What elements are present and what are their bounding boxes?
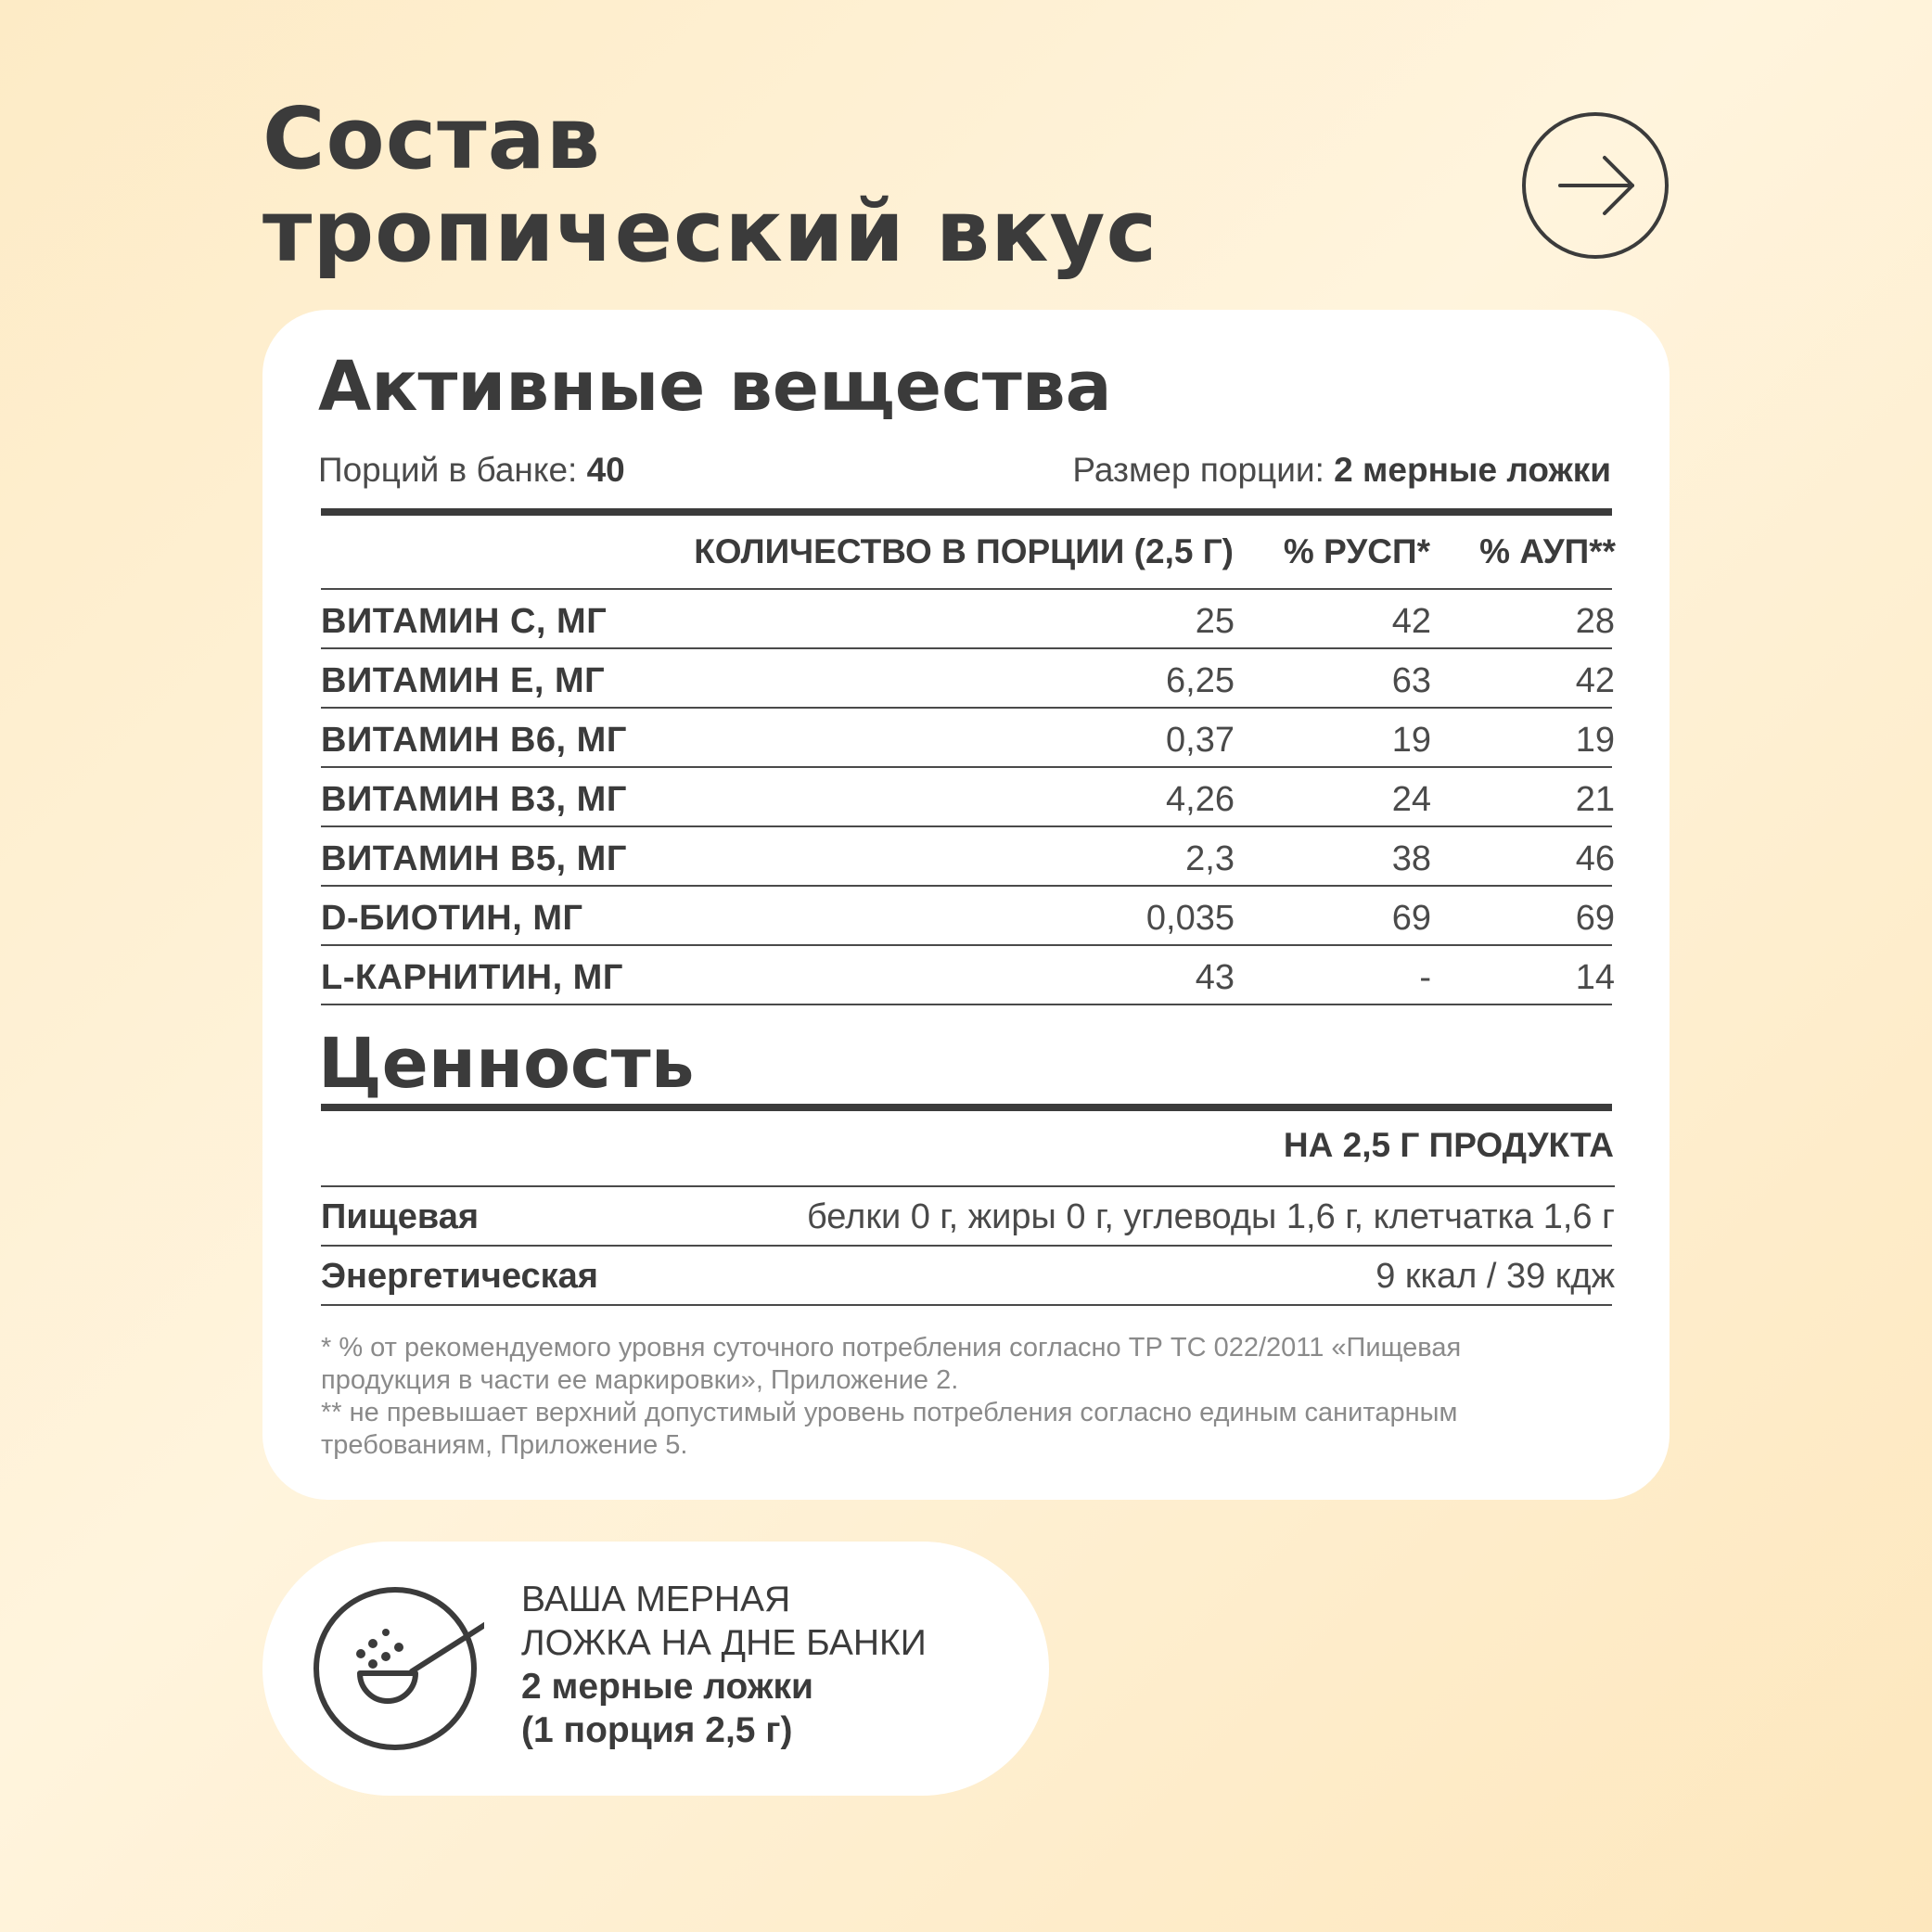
table-row xyxy=(321,709,1615,768)
divider-thick xyxy=(321,1104,1612,1111)
footnote-1-line-2: продукция в части ее маркировки», Приложение 2. xyxy=(321,1365,959,1395)
scoop-line-1: ВАША МЕРНАЯ xyxy=(521,1580,791,1619)
value-row-name: Пищевая xyxy=(321,1197,480,1236)
composition-card xyxy=(262,310,1670,1500)
row-amount: 0,37 xyxy=(1166,721,1235,760)
row-rusp: 24 xyxy=(1391,780,1431,819)
title-line-2: тропический вкус xyxy=(262,182,1158,281)
value-row-value: белки 0 г, жиры 0 г, углеводы 1,6 г, клетчатка 1,6 г xyxy=(806,1197,1615,1236)
row-divider xyxy=(321,1004,1612,1005)
table-row xyxy=(321,946,1615,1005)
row-rusp: - xyxy=(1419,958,1431,997)
row-amount: 0,035 xyxy=(1145,899,1235,938)
page-title xyxy=(262,89,1158,281)
scoop-line-4: (1 порция 2,5 г) xyxy=(521,1710,793,1750)
row-aup: 28 xyxy=(1575,602,1615,641)
serving-size-label: Размер порции: xyxy=(1072,451,1324,489)
table-row xyxy=(321,649,1615,709)
value-row-name: Энергетическая xyxy=(321,1257,598,1296)
row-aup: 69 xyxy=(1575,899,1615,938)
value-heading: Ценность xyxy=(318,1024,695,1104)
servings-value: 40 xyxy=(586,451,625,489)
row-rusp: 69 xyxy=(1391,899,1431,938)
row-aup: 42 xyxy=(1575,661,1615,700)
row-rusp: 38 xyxy=(1391,839,1431,878)
column-rusp: % РУСП* xyxy=(1283,532,1430,570)
servings-label: Порций в банке: xyxy=(318,451,578,489)
row-name: ВИТАМИН С, МГ xyxy=(321,602,608,641)
footnote-1-line-1: * % от рекомендуемого уровня суточного потребления согласно ТР ТС 022/2011 «Пищевая xyxy=(321,1333,1462,1363)
scoop-text xyxy=(521,1578,927,1752)
table-row xyxy=(321,887,1615,946)
value-column-header: НА 2,5 Г ПРОДУКТА xyxy=(1283,1126,1614,1164)
row-name: L-КАРНИТИН, МГ xyxy=(321,958,623,997)
footnote-2-line-1: ** не превышает верхний допустимый уровень потребления согласно единым санитарным xyxy=(321,1398,1458,1427)
table-row xyxy=(321,768,1615,827)
row-aup: 14 xyxy=(1575,958,1615,997)
measuring-scoop-icon xyxy=(312,1582,484,1755)
row-aup: 19 xyxy=(1575,721,1615,760)
row-rusp: 19 xyxy=(1391,721,1431,760)
row-amount: 25 xyxy=(1195,602,1235,641)
scoop-info-badge xyxy=(262,1542,1049,1796)
active-heading: Активные вещества xyxy=(318,347,1112,427)
row-name: ВИТАМИН В3, МГ xyxy=(321,780,627,819)
row-name: ВИТАМИН В6, МГ xyxy=(321,721,627,760)
row-name: ВИТАМИН В5, МГ xyxy=(321,839,627,878)
row-amount: 6,25 xyxy=(1166,661,1235,700)
column-amount: КОЛИЧЕСТВО В ПОРЦИИ (2,5 Г) xyxy=(694,532,1234,570)
footnote-2 xyxy=(321,1397,1619,1462)
row-amount: 4,26 xyxy=(1166,780,1235,819)
footnote-1 xyxy=(321,1332,1619,1397)
footnote-2-line-2: требованиям, Приложение 5. xyxy=(321,1430,688,1460)
serving-size xyxy=(1072,451,1611,490)
row-amount: 2,3 xyxy=(1185,839,1235,878)
arrow-right-icon xyxy=(1526,116,1665,255)
table-row xyxy=(321,827,1615,887)
row-aup: 46 xyxy=(1575,839,1615,878)
divider-thick xyxy=(321,508,1612,516)
servings-per-container xyxy=(318,451,625,490)
row-divider xyxy=(321,1304,1612,1306)
row-rusp: 42 xyxy=(1391,602,1431,641)
row-name: ВИТАМИН Е, МГ xyxy=(321,661,606,700)
scoop-line-3: 2 мерные ложки xyxy=(521,1667,813,1707)
value-row xyxy=(321,1247,1615,1306)
value-row xyxy=(321,1187,1615,1247)
serving-size-value: 2 мерные ложки xyxy=(1334,451,1611,489)
next-button[interactable] xyxy=(1522,112,1669,259)
row-amount: 43 xyxy=(1195,958,1235,997)
value-row-value: 9 ккал / 39 кдж xyxy=(1375,1257,1615,1296)
title-line-1: Состав xyxy=(262,89,601,188)
column-aup: % АУП** xyxy=(1479,532,1616,570)
table-row xyxy=(321,590,1615,649)
row-name: D-БИОТИН, МГ xyxy=(321,899,583,938)
row-rusp: 63 xyxy=(1391,661,1431,700)
scoop-line-2: ЛОЖКА НА ДНЕ БАНКИ xyxy=(521,1623,927,1663)
row-aup: 21 xyxy=(1575,780,1615,819)
